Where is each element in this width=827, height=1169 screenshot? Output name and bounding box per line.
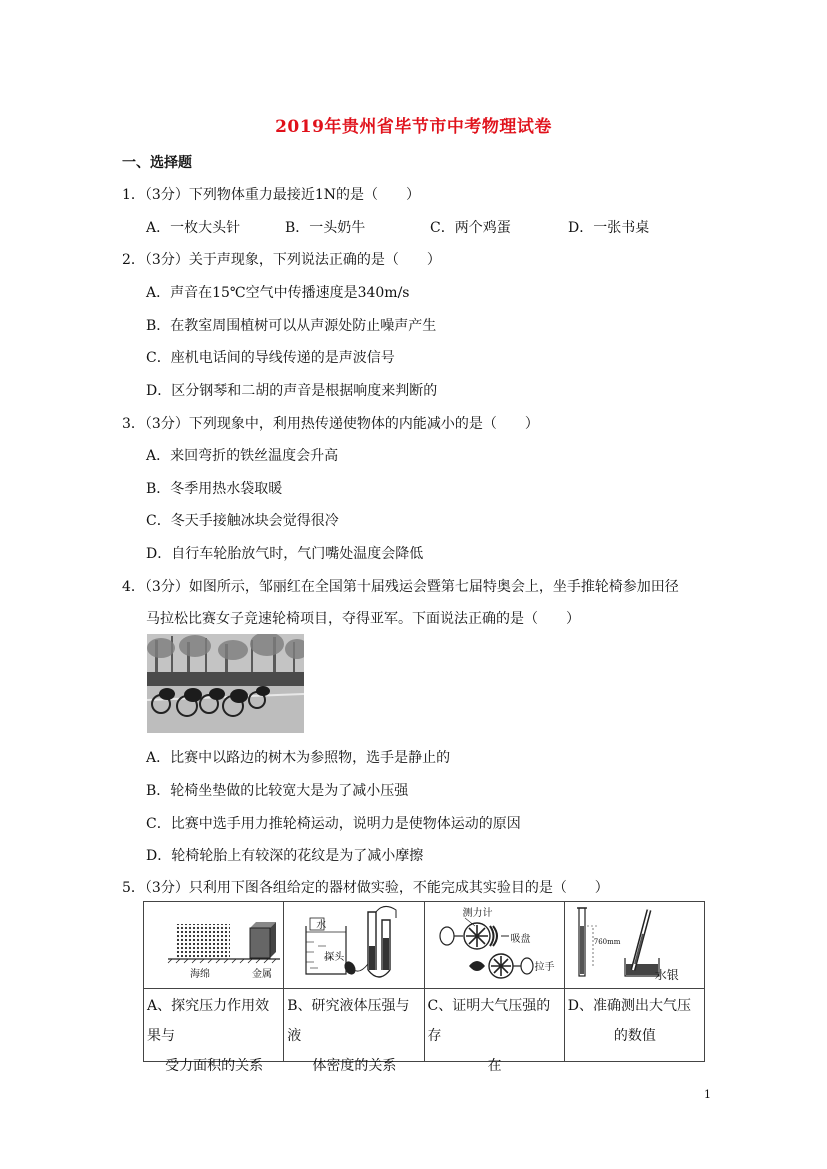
label-sponge: 海绵 bbox=[190, 969, 210, 980]
label-water: 水 bbox=[316, 920, 327, 931]
q4-option-d: D．轮椅轮胎上有较深的花纹是为了减小摩擦 bbox=[146, 848, 424, 864]
experiment-table bbox=[143, 901, 705, 1074]
label-handle: 拉手 bbox=[534, 962, 555, 973]
q3-option-a: A．来回弯折的铁丝温度会升高 bbox=[146, 448, 339, 464]
q1-option-a: A．一枚大头针 bbox=[146, 220, 241, 236]
experiment-b-caption-cell bbox=[284, 989, 424, 1074]
experiment-a-figure-cell bbox=[144, 902, 284, 989]
q2-option-a: A．声音在15℃空气中传播速度是340m/s bbox=[146, 285, 410, 301]
label-760mm: 760mm bbox=[593, 938, 621, 946]
q1-option-c: C．两个鸡蛋 bbox=[430, 220, 511, 236]
page-number: 1 bbox=[704, 1088, 711, 1101]
liquid-pressure-diagram bbox=[284, 902, 424, 988]
q3-option-d: D．自行车轮胎放气时，气门嘴处温度会降低 bbox=[146, 546, 424, 562]
experiment-b-caption-line-2: 体密度的关系 bbox=[312, 1058, 397, 1074]
experiment-a-caption-cell bbox=[144, 989, 284, 1074]
experiment-d-caption-line-2: 的数值 bbox=[613, 1028, 656, 1044]
experiment-c-figure-cell bbox=[424, 902, 564, 989]
label-mercury: 水银 bbox=[654, 968, 679, 982]
question-3-stem: 3．（3分）下列现象中，利用热传递使物体的内能减小的是（ ） bbox=[122, 416, 539, 432]
experiment-b-caption-line-1: B、研究液体压强与液 bbox=[287, 998, 410, 1044]
section-heading: 一、选择题 bbox=[122, 155, 192, 171]
q3-option-b: B．冬季用热水袋取暖 bbox=[146, 481, 283, 497]
label-suction-cup: 吸盘 bbox=[510, 934, 531, 945]
experiment-a-caption-line-1: A、探究压力作用效果与 bbox=[147, 998, 270, 1044]
question-5-stem: 5．（3分）只利用下图各组给定的器材做实验，不能完成其实验目的是（ ） bbox=[122, 880, 609, 896]
q2-option-c: C．座机电话间的导线传递的是声波信号 bbox=[146, 350, 395, 366]
question-1-stem: 1．（3分）下列物体重力最接近1N的是（ ） bbox=[122, 187, 420, 203]
label-metal: 金属 bbox=[252, 969, 272, 980]
q1-option-b: B．一头奶牛 bbox=[285, 220, 366, 236]
wheelchair-race-photo bbox=[147, 634, 304, 733]
experiment-d-figure-cell bbox=[564, 902, 704, 989]
experiment-d-caption-cell bbox=[564, 989, 704, 1062]
label-probe: 探头 bbox=[324, 952, 345, 963]
q3-option-c: C．冬天手接触冰块会觉得很冷 bbox=[146, 513, 339, 529]
suction-cup-diagram bbox=[425, 902, 565, 988]
q1-option-d: D．一张书桌 bbox=[568, 220, 650, 236]
experiment-d-caption-line-1: D、准确测出大气压 bbox=[567, 998, 691, 1014]
q2-option-b: B．在教室周围植树可以从声源处防止噪声产生 bbox=[146, 318, 437, 334]
question-2-stem: 2．（3分）关于声现象，下列说法正确的是（ ） bbox=[122, 252, 441, 268]
experiment-b-figure-cell bbox=[284, 902, 424, 989]
experiment-c-caption-line-1: C、证明大气压强的存 bbox=[427, 998, 551, 1044]
experiment-c-caption-cell bbox=[424, 989, 564, 1074]
label-spring-scale: 测力计 bbox=[462, 908, 493, 919]
experiment-c-caption-line-2: 在 bbox=[487, 1058, 502, 1074]
q2-option-d: D．区分钢琴和二胡的声音是根据响度来判断的 bbox=[146, 383, 438, 399]
document-title: 2019年贵州省毕节市中考物理试卷 bbox=[275, 117, 552, 137]
q4-option-a: A．比赛中以路边的树木为参照物，选手是静止的 bbox=[146, 750, 451, 766]
question-4-stem-line-2: 马拉松比赛女子竞速轮椅项目，夺得亚军。下面说法正确的是（ ） bbox=[146, 611, 580, 627]
q4-option-c: C．比赛中选手用力推轮椅运动，说明力是使物体运动的原因 bbox=[146, 816, 521, 832]
experiment-a-caption-line-2: 受力面积的关系 bbox=[165, 1058, 264, 1074]
question-4-stem-line-1: 4．（3分）如图所示，邹丽红在全国第十届残运会暨第七届特奥会上，坐手推轮椅参加田径 bbox=[122, 579, 679, 595]
q4-option-b: B．轮椅坐垫做的比较宽大是为了减小压强 bbox=[146, 783, 409, 799]
